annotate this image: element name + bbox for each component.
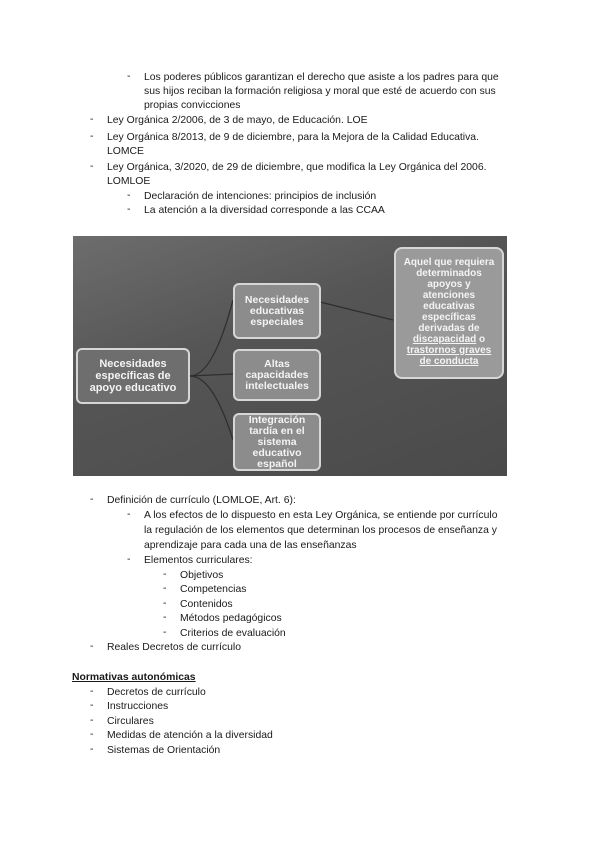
elemento-item: Criterios de evaluación (180, 628, 286, 639)
lomloe-item-line-1: Ley Orgánica, 3/2020, de 29 de diciembre, que modifica la Ley Orgánica del 2006. (107, 162, 487, 173)
autonomica-item: Sistemas de Orientación (107, 745, 221, 756)
lomloe-sub-item: Declaración de intenciones: principios de inclusión (144, 191, 377, 202)
autonomica-item: Medidas de atención a la diversidad (107, 730, 273, 741)
bullet-dash: - (163, 598, 167, 609)
bullet-dash: - (127, 71, 131, 82)
lomloe-sub-item: La atención a la diversidad corresponde a las CCAA (144, 205, 385, 216)
elementos-curriculares-label: Elementos curriculares: (144, 555, 253, 566)
bullet-dash: - (90, 161, 94, 172)
loe-item: Ley Orgánica 2/2006, de 3 de mayo, de Educación. LOE (107, 115, 368, 126)
bullet-dash: - (90, 114, 94, 125)
bullet-dash: - (90, 715, 94, 726)
bullet-dash: - (90, 686, 94, 697)
reales-decretos-item: Reales Decretos de currículo (107, 642, 241, 653)
normativas-autonomicas-heading: Normativas autonómicas (72, 672, 196, 683)
autonomica-item: Instrucciones (107, 701, 169, 712)
root-node: Necesidades específicas de apoyo educativo (76, 348, 190, 404)
elemento-item: Objetivos (180, 570, 224, 581)
lomce-item-line-1: Ley Orgánica 8/2013, de 9 de diciembre, para la Mejora de la Calidad Educativa. (107, 132, 479, 143)
bullet-dash: - (90, 700, 94, 711)
curriculo-texto-line-2: la regulación de los elementos que determinan los procesos de enseñanza y (144, 525, 497, 536)
bullet-dash: - (90, 494, 94, 505)
bullet-dash: - (90, 729, 94, 740)
bullet-dash: - (90, 641, 94, 652)
bullet-dash: - (127, 204, 131, 215)
detail-text: Aquel que requiera determinados apoyos y atenciones educativas específicas derivadas de (403, 257, 495, 334)
bullet-dash: - (127, 190, 131, 201)
bullet-dash: - (127, 509, 131, 520)
detail-connector: o (476, 334, 486, 345)
bullet-dash: - (163, 627, 167, 638)
lomloe-item-line-2: LOMLOE (107, 176, 151, 187)
elemento-item: Contenidos (180, 599, 233, 610)
autonomica-item: Circulares (107, 716, 154, 727)
definicion-curriculo: Definición de currículo (LOMLOE, Art. 6): (107, 495, 296, 506)
detail-link-discapacidad: discapacidad (412, 334, 477, 345)
branch-node-integracion-tardia: Integración tardía en el sistema educativo español (233, 413, 321, 471)
curriculo-texto-line-3: aprendizaje para cada una de las enseñanzas (144, 540, 357, 551)
elemento-item: Competencias (180, 584, 247, 595)
derecho-padres-line-2: sus hijos reciban la formación religiosa y moral que esté de acuerdo con sus (144, 86, 496, 97)
bullet-dash: - (127, 554, 131, 565)
bullet-dash: - (90, 744, 94, 755)
bullet-dash: - (163, 583, 167, 594)
lomce-item-line-2: LOMCE (107, 146, 144, 157)
autonomica-item: Decretos de currículo (107, 687, 206, 698)
branch-node-nee: Necesidades educativas especiales (233, 283, 321, 339)
elemento-item: Métodos pedagógicos (180, 613, 282, 624)
neae-diagram (73, 236, 507, 476)
bullet-dash: - (90, 131, 94, 142)
branch-node-altas-capacidades: Altas capacidades intelectuales (233, 349, 321, 401)
curriculo-texto-line-1: A los efectos de lo dispuesto en esta Ley Orgánica, se entiende por currículo (144, 510, 498, 521)
derecho-padres-line-3: propias convicciones (144, 100, 241, 111)
bullet-dash: - (163, 612, 167, 623)
bullet-dash: - (163, 569, 167, 580)
detail-node (394, 247, 504, 379)
detail-link-trastornos: trastornos graves de conducta (406, 345, 492, 367)
derecho-padres-line-1: Los poderes públicos garantizan el derecho que asiste a los padres para que (144, 72, 499, 83)
